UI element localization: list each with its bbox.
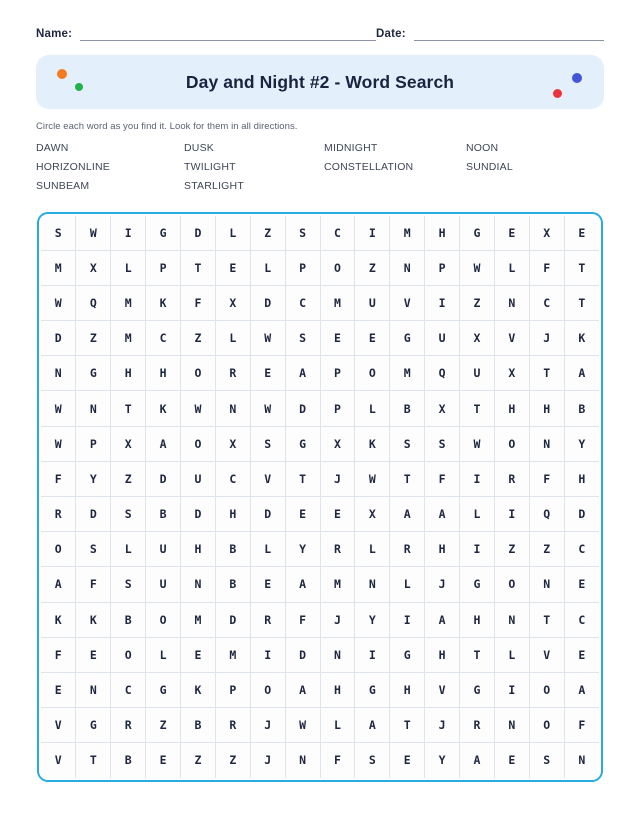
grid-cell[interactable]: O: [529, 672, 564, 707]
grid-cell[interactable]: W: [76, 216, 111, 251]
grid-cell[interactable]: N: [215, 391, 250, 426]
grid-cell[interactable]: D: [285, 637, 320, 672]
grid-cell[interactable]: T: [111, 391, 146, 426]
instructions-text: Circle each word as you find it. Look for them in all directions.: [36, 121, 298, 132]
grid-cell[interactable]: S: [529, 743, 564, 778]
word-item: TWILIGHT: [184, 160, 236, 173]
grid-cell[interactable]: J: [250, 708, 285, 743]
grid-cell[interactable]: T: [460, 391, 495, 426]
grid-cell[interactable]: S: [285, 216, 320, 251]
grid-cell[interactable]: W: [41, 285, 76, 320]
grid-cell[interactable]: T: [564, 250, 599, 285]
grid-cell[interactable]: N: [494, 708, 529, 743]
grid-cell[interactable]: T: [529, 356, 564, 391]
grid-cell[interactable]: X: [355, 497, 390, 532]
grid-cell[interactable]: O: [355, 356, 390, 391]
grid-cell[interactable]: H: [320, 672, 355, 707]
grid-cell[interactable]: D: [250, 497, 285, 532]
grid-cell[interactable]: X: [111, 426, 146, 461]
grid-cell[interactable]: F: [320, 743, 355, 778]
grid-cell[interactable]: W: [41, 426, 76, 461]
grid-cell[interactable]: L: [111, 532, 146, 567]
grid-cell[interactable]: E: [146, 743, 181, 778]
grid-cell[interactable]: A: [285, 356, 320, 391]
grid-cell[interactable]: X: [494, 356, 529, 391]
grid-cell[interactable]: S: [250, 426, 285, 461]
name-input-rule[interactable]: [80, 28, 376, 41]
grid-cell[interactable]: L: [320, 708, 355, 743]
grid-cell[interactable]: Z: [146, 708, 181, 743]
puzzle-grid-container: [37, 212, 603, 782]
name-field: [36, 28, 376, 41]
grid-cell[interactable]: Y: [285, 532, 320, 567]
grid-cell[interactable]: F: [425, 461, 460, 496]
grid-cell[interactable]: D: [181, 497, 216, 532]
grid-cell[interactable]: C: [564, 532, 599, 567]
grid-cell[interactable]: Y: [425, 743, 460, 778]
grid-cell[interactable]: X: [320, 426, 355, 461]
grid-cell[interactable]: C: [215, 461, 250, 496]
grid-cell[interactable]: O: [320, 250, 355, 285]
grid-cell[interactable]: O: [181, 356, 216, 391]
grid-cell[interactable]: L: [146, 637, 181, 672]
grid-cell[interactable]: S: [111, 567, 146, 602]
grid-cell[interactable]: V: [390, 285, 425, 320]
grid-cell[interactable]: E: [355, 321, 390, 356]
grid-cell[interactable]: N: [181, 567, 216, 602]
grid-cell[interactable]: S: [355, 743, 390, 778]
grid-cell[interactable]: X: [215, 285, 250, 320]
grid-cell[interactable]: L: [111, 250, 146, 285]
grid-cell[interactable]: H: [494, 391, 529, 426]
grid-row: [41, 637, 599, 672]
grid-cell[interactable]: D: [285, 391, 320, 426]
grid-cell[interactable]: H: [460, 602, 495, 637]
grid-cell[interactable]: R: [320, 532, 355, 567]
date-field: [376, 28, 604, 41]
grid-cell[interactable]: I: [425, 285, 460, 320]
grid-cell[interactable]: I: [460, 532, 495, 567]
grid-cell[interactable]: Q: [76, 285, 111, 320]
grid-cell[interactable]: S: [425, 426, 460, 461]
grid-row: [41, 216, 599, 251]
grid-cell[interactable]: J: [425, 708, 460, 743]
grid-cell[interactable]: E: [215, 250, 250, 285]
grid-cell[interactable]: W: [250, 321, 285, 356]
grid-cell[interactable]: D: [181, 216, 216, 251]
grid-cell[interactable]: H: [529, 391, 564, 426]
grid-cell[interactable]: Y: [76, 461, 111, 496]
grid-cell[interactable]: N: [494, 285, 529, 320]
grid-cell[interactable]: N: [76, 672, 111, 707]
grid-row: [41, 708, 599, 743]
word-item: STARLIGHT: [184, 179, 244, 192]
grid-cell[interactable]: F: [76, 567, 111, 602]
grid-cell[interactable]: L: [250, 532, 285, 567]
grid-cell[interactable]: Z: [460, 285, 495, 320]
page-title: Day and Night #2 - Word Search: [185, 71, 455, 92]
grid-cell[interactable]: E: [494, 216, 529, 251]
word-item: DAWN: [36, 141, 69, 154]
grid-cell[interactable]: Z: [215, 743, 250, 778]
grid-cell[interactable]: W: [355, 461, 390, 496]
grid-cell[interactable]: E: [564, 637, 599, 672]
grid-cell[interactable]: L: [494, 637, 529, 672]
grid-cell[interactable]: D: [146, 461, 181, 496]
grid-cell[interactable]: E: [285, 497, 320, 532]
grid-cell[interactable]: O: [529, 708, 564, 743]
grid-cell[interactable]: M: [320, 567, 355, 602]
grid-cell[interactable]: M: [390, 216, 425, 251]
grid-cell[interactable]: G: [460, 567, 495, 602]
grid-row: [41, 250, 599, 285]
grid-cell[interactable]: E: [390, 743, 425, 778]
grid-cell[interactable]: P: [215, 672, 250, 707]
grid-cell[interactable]: I: [355, 637, 390, 672]
grid-cell[interactable]: G: [390, 637, 425, 672]
word-item: DUSK: [184, 141, 214, 154]
grid-cell[interactable]: L: [215, 321, 250, 356]
title-banner: [36, 55, 604, 109]
grid-cell[interactable]: B: [111, 602, 146, 637]
grid-cell[interactable]: F: [529, 461, 564, 496]
grid-cell[interactable]: D: [564, 497, 599, 532]
grid-cell[interactable]: H: [181, 532, 216, 567]
grid-cell[interactable]: E: [76, 637, 111, 672]
grid-cell[interactable]: K: [41, 602, 76, 637]
grid-cell[interactable]: O: [181, 426, 216, 461]
grid-cell[interactable]: E: [320, 321, 355, 356]
grid-cell[interactable]: C: [320, 216, 355, 251]
grid-cell[interactable]: H: [425, 216, 460, 251]
grid-cell[interactable]: W: [285, 708, 320, 743]
grid-cell[interactable]: V: [250, 461, 285, 496]
grid-cell[interactable]: T: [529, 602, 564, 637]
grid-cell[interactable]: M: [41, 250, 76, 285]
grid-cell[interactable]: S: [285, 321, 320, 356]
grid-cell[interactable]: X: [76, 250, 111, 285]
word-item: NOON: [466, 141, 499, 154]
grid-cell[interactable]: M: [181, 602, 216, 637]
grid-cell[interactable]: A: [355, 708, 390, 743]
grid-cell[interactable]: L: [355, 391, 390, 426]
grid-cell[interactable]: P: [285, 250, 320, 285]
grid-cell[interactable]: I: [494, 672, 529, 707]
grid-cell[interactable]: H: [111, 356, 146, 391]
grid-cell[interactable]: N: [285, 743, 320, 778]
grid-cell[interactable]: K: [146, 285, 181, 320]
grid-cell[interactable]: V: [425, 672, 460, 707]
word-item: SUNDIAL: [466, 160, 513, 173]
grid-cell[interactable]: F: [529, 250, 564, 285]
orange-dot-icon: [57, 69, 67, 79]
grid-cell[interactable]: H: [146, 356, 181, 391]
grid-row: [41, 743, 599, 778]
grid-cell[interactable]: V: [41, 708, 76, 743]
grid-cell[interactable]: I: [494, 497, 529, 532]
grid-cell[interactable]: G: [460, 216, 495, 251]
grid-cell[interactable]: D: [41, 321, 76, 356]
grid-cell[interactable]: R: [215, 708, 250, 743]
grid-cell[interactable]: A: [390, 497, 425, 532]
grid-cell[interactable]: H: [215, 497, 250, 532]
grid-cell[interactable]: B: [111, 743, 146, 778]
grid-cell[interactable]: K: [181, 672, 216, 707]
grid-cell[interactable]: F: [181, 285, 216, 320]
grid-cell[interactable]: U: [146, 532, 181, 567]
grid-cell[interactable]: D: [215, 602, 250, 637]
grid-cell[interactable]: T: [564, 285, 599, 320]
grid-cell[interactable]: N: [494, 602, 529, 637]
grid-cell[interactable]: E: [250, 567, 285, 602]
blue-dot-icon: [572, 73, 582, 83]
grid-cell[interactable]: Y: [564, 426, 599, 461]
grid-cell[interactable]: T: [390, 461, 425, 496]
grid-cell[interactable]: E: [181, 637, 216, 672]
word-list: [36, 142, 604, 192]
grid-cell[interactable]: N: [76, 391, 111, 426]
red-dot-icon: [553, 89, 562, 98]
grid-cell[interactable]: N: [529, 426, 564, 461]
grid-cell[interactable]: J: [320, 461, 355, 496]
grid-cell[interactable]: W: [460, 250, 495, 285]
green-dot-icon: [75, 83, 83, 91]
date-label: Date:: [376, 28, 406, 40]
grid-cell[interactable]: N: [355, 567, 390, 602]
grid-cell[interactable]: C: [564, 602, 599, 637]
grid-cell[interactable]: J: [425, 567, 460, 602]
grid-cell[interactable]: Z: [494, 532, 529, 567]
grid-cell[interactable]: P: [320, 356, 355, 391]
grid-row: [41, 391, 599, 426]
grid-cell[interactable]: L: [390, 567, 425, 602]
word-item: SUNBEAM: [36, 179, 90, 192]
grid-cell[interactable]: N: [41, 356, 76, 391]
grid-cell[interactable]: R: [41, 497, 76, 532]
grid-cell[interactable]: R: [460, 708, 495, 743]
grid-cell[interactable]: W: [250, 391, 285, 426]
grid-cell[interactable]: A: [285, 672, 320, 707]
grid-cell[interactable]: J: [320, 602, 355, 637]
grid-cell[interactable]: W: [181, 391, 216, 426]
grid-cell[interactable]: M: [215, 637, 250, 672]
grid-cell[interactable]: G: [390, 321, 425, 356]
grid-cell[interactable]: M: [390, 356, 425, 391]
grid-cell[interactable]: F: [41, 637, 76, 672]
grid-row: [41, 426, 599, 461]
grid-cell[interactable]: E: [250, 356, 285, 391]
grid-cell[interactable]: F: [285, 602, 320, 637]
grid-cell[interactable]: M: [111, 321, 146, 356]
grid-cell[interactable]: J: [250, 743, 285, 778]
grid-cell[interactable]: L: [460, 497, 495, 532]
grid-cell[interactable]: W: [41, 391, 76, 426]
grid-row: [41, 532, 599, 567]
grid-cell[interactable]: E: [494, 743, 529, 778]
meta-row: [36, 0, 604, 41]
grid-cell[interactable]: P: [425, 250, 460, 285]
grid-row: [41, 567, 599, 602]
grid-cell[interactable]: B: [390, 391, 425, 426]
grid-cell[interactable]: K: [146, 391, 181, 426]
grid-cell[interactable]: G: [355, 672, 390, 707]
grid-cell[interactable]: Q: [529, 497, 564, 532]
grid-cell[interactable]: R: [250, 602, 285, 637]
name-label: Name:: [36, 28, 73, 40]
grid-cell[interactable]: T: [460, 637, 495, 672]
grid-cell[interactable]: G: [146, 672, 181, 707]
grid-cell[interactable]: O: [41, 532, 76, 567]
grid-cell[interactable]: K: [355, 426, 390, 461]
grid-cell[interactable]: V: [41, 743, 76, 778]
grid-cell[interactable]: G: [76, 708, 111, 743]
grid-cell[interactable]: G: [146, 216, 181, 251]
grid-cell[interactable]: Z: [111, 461, 146, 496]
grid-cell[interactable]: O: [494, 426, 529, 461]
grid-cell[interactable]: B: [215, 532, 250, 567]
grid-cell[interactable]: T: [285, 461, 320, 496]
grid-cell[interactable]: I: [390, 602, 425, 637]
grid-row: [41, 285, 599, 320]
grid-cell[interactable]: E: [320, 497, 355, 532]
grid-cell[interactable]: P: [146, 250, 181, 285]
grid-cell[interactable]: R: [215, 356, 250, 391]
grid-cell[interactable]: B: [215, 567, 250, 602]
grid-cell[interactable]: F: [41, 461, 76, 496]
grid-cell[interactable]: H: [564, 461, 599, 496]
grid-cell[interactable]: P: [76, 426, 111, 461]
grid-cell[interactable]: H: [425, 532, 460, 567]
grid-cell[interactable]: A: [425, 602, 460, 637]
grid-cell[interactable]: S: [76, 532, 111, 567]
grid-cell[interactable]: O: [146, 602, 181, 637]
grid-cell[interactable]: B: [564, 391, 599, 426]
grid-cell[interactable]: R: [390, 532, 425, 567]
grid-cell[interactable]: Z: [529, 532, 564, 567]
grid-cell[interactable]: C: [111, 672, 146, 707]
grid-cell[interactable]: E: [564, 567, 599, 602]
grid-cell[interactable]: V: [529, 637, 564, 672]
grid-cell[interactable]: T: [390, 708, 425, 743]
grid-cell[interactable]: U: [460, 356, 495, 391]
grid-cell[interactable]: I: [355, 216, 390, 251]
grid-cell[interactable]: H: [390, 672, 425, 707]
grid-cell[interactable]: L: [494, 250, 529, 285]
grid-row: [41, 497, 599, 532]
grid-cell[interactable]: Q: [425, 356, 460, 391]
grid-row: [41, 356, 599, 391]
grid-cell[interactable]: D: [76, 497, 111, 532]
grid-cell[interactable]: Z: [181, 321, 216, 356]
grid-cell[interactable]: K: [564, 321, 599, 356]
grid-cell[interactable]: T: [76, 743, 111, 778]
grid-cell[interactable]: O: [494, 567, 529, 602]
grid-cell[interactable]: A: [564, 672, 599, 707]
grid-cell[interactable]: T: [181, 250, 216, 285]
grid-cell[interactable]: O: [111, 637, 146, 672]
grid-cell[interactable]: X: [460, 321, 495, 356]
grid-cell[interactable]: X: [425, 391, 460, 426]
grid-cell[interactable]: B: [181, 708, 216, 743]
grid-row: [41, 321, 599, 356]
word-item: MIDNIGHT: [324, 141, 378, 154]
grid-cell[interactable]: U: [425, 321, 460, 356]
grid-cell[interactable]: Z: [355, 250, 390, 285]
grid-cell[interactable]: K: [76, 602, 111, 637]
word-item: HORIZONLINE: [36, 160, 110, 173]
grid-cell[interactable]: A: [460, 743, 495, 778]
grid-cell[interactable]: M: [320, 285, 355, 320]
grid-cell[interactable]: I: [460, 461, 495, 496]
grid-cell[interactable]: P: [320, 391, 355, 426]
date-input-rule[interactable]: [414, 28, 604, 41]
grid-cell[interactable]: E: [564, 216, 599, 251]
grid-cell[interactable]: B: [146, 497, 181, 532]
grid-cell[interactable]: R: [111, 708, 146, 743]
grid-cell[interactable]: I: [111, 216, 146, 251]
grid-cell[interactable]: S: [41, 216, 76, 251]
grid-cell[interactable]: L: [215, 216, 250, 251]
grid-cell[interactable]: L: [355, 532, 390, 567]
grid-cell[interactable]: Z: [250, 216, 285, 251]
grid-cell[interactable]: M: [111, 285, 146, 320]
grid-cell[interactable]: L: [250, 250, 285, 285]
grid-cell[interactable]: D: [250, 285, 285, 320]
grid-cell[interactable]: F: [564, 708, 599, 743]
grid-row: [41, 461, 599, 496]
grid-row: [41, 602, 599, 637]
grid-cell[interactable]: N: [320, 637, 355, 672]
word-item: CONSTELLATION: [324, 160, 414, 173]
grid-cell[interactable]: N: [564, 743, 599, 778]
grid-cell[interactable]: Y: [355, 602, 390, 637]
grid-cell[interactable]: O: [250, 672, 285, 707]
grid-cell[interactable]: U: [146, 567, 181, 602]
grid-cell[interactable]: G: [285, 426, 320, 461]
grid-cell[interactable]: A: [146, 426, 181, 461]
grid-cell[interactable]: N: [529, 567, 564, 602]
grid-cell[interactable]: G: [76, 356, 111, 391]
grid-cell[interactable]: C: [285, 285, 320, 320]
grid-cell[interactable]: A: [425, 497, 460, 532]
grid-cell[interactable]: W: [460, 426, 495, 461]
grid-cell[interactable]: H: [425, 637, 460, 672]
grid-row: [41, 672, 599, 707]
puzzle-grid[interactable]: [41, 216, 599, 778]
grid-cell[interactable]: S: [111, 497, 146, 532]
grid-cell[interactable]: N: [390, 250, 425, 285]
grid-cell[interactable]: J: [529, 321, 564, 356]
grid-cell[interactable]: Z: [181, 743, 216, 778]
grid-cell[interactable]: X: [529, 216, 564, 251]
grid-cell[interactable]: R: [494, 461, 529, 496]
grid-cell[interactable]: I: [250, 637, 285, 672]
grid-cell[interactable]: C: [529, 285, 564, 320]
grid-cell[interactable]: Z: [76, 321, 111, 356]
grid-cell[interactable]: S: [390, 426, 425, 461]
grid-cell[interactable]: A: [41, 567, 76, 602]
grid-cell[interactable]: E: [41, 672, 76, 707]
grid-cell[interactable]: U: [355, 285, 390, 320]
grid-cell[interactable]: C: [146, 321, 181, 356]
grid-cell[interactable]: A: [564, 356, 599, 391]
grid-cell[interactable]: U: [181, 461, 216, 496]
grid-cell[interactable]: G: [460, 672, 495, 707]
grid-cell[interactable]: V: [494, 321, 529, 356]
grid-cell[interactable]: A: [285, 567, 320, 602]
grid-cell[interactable]: X: [215, 426, 250, 461]
